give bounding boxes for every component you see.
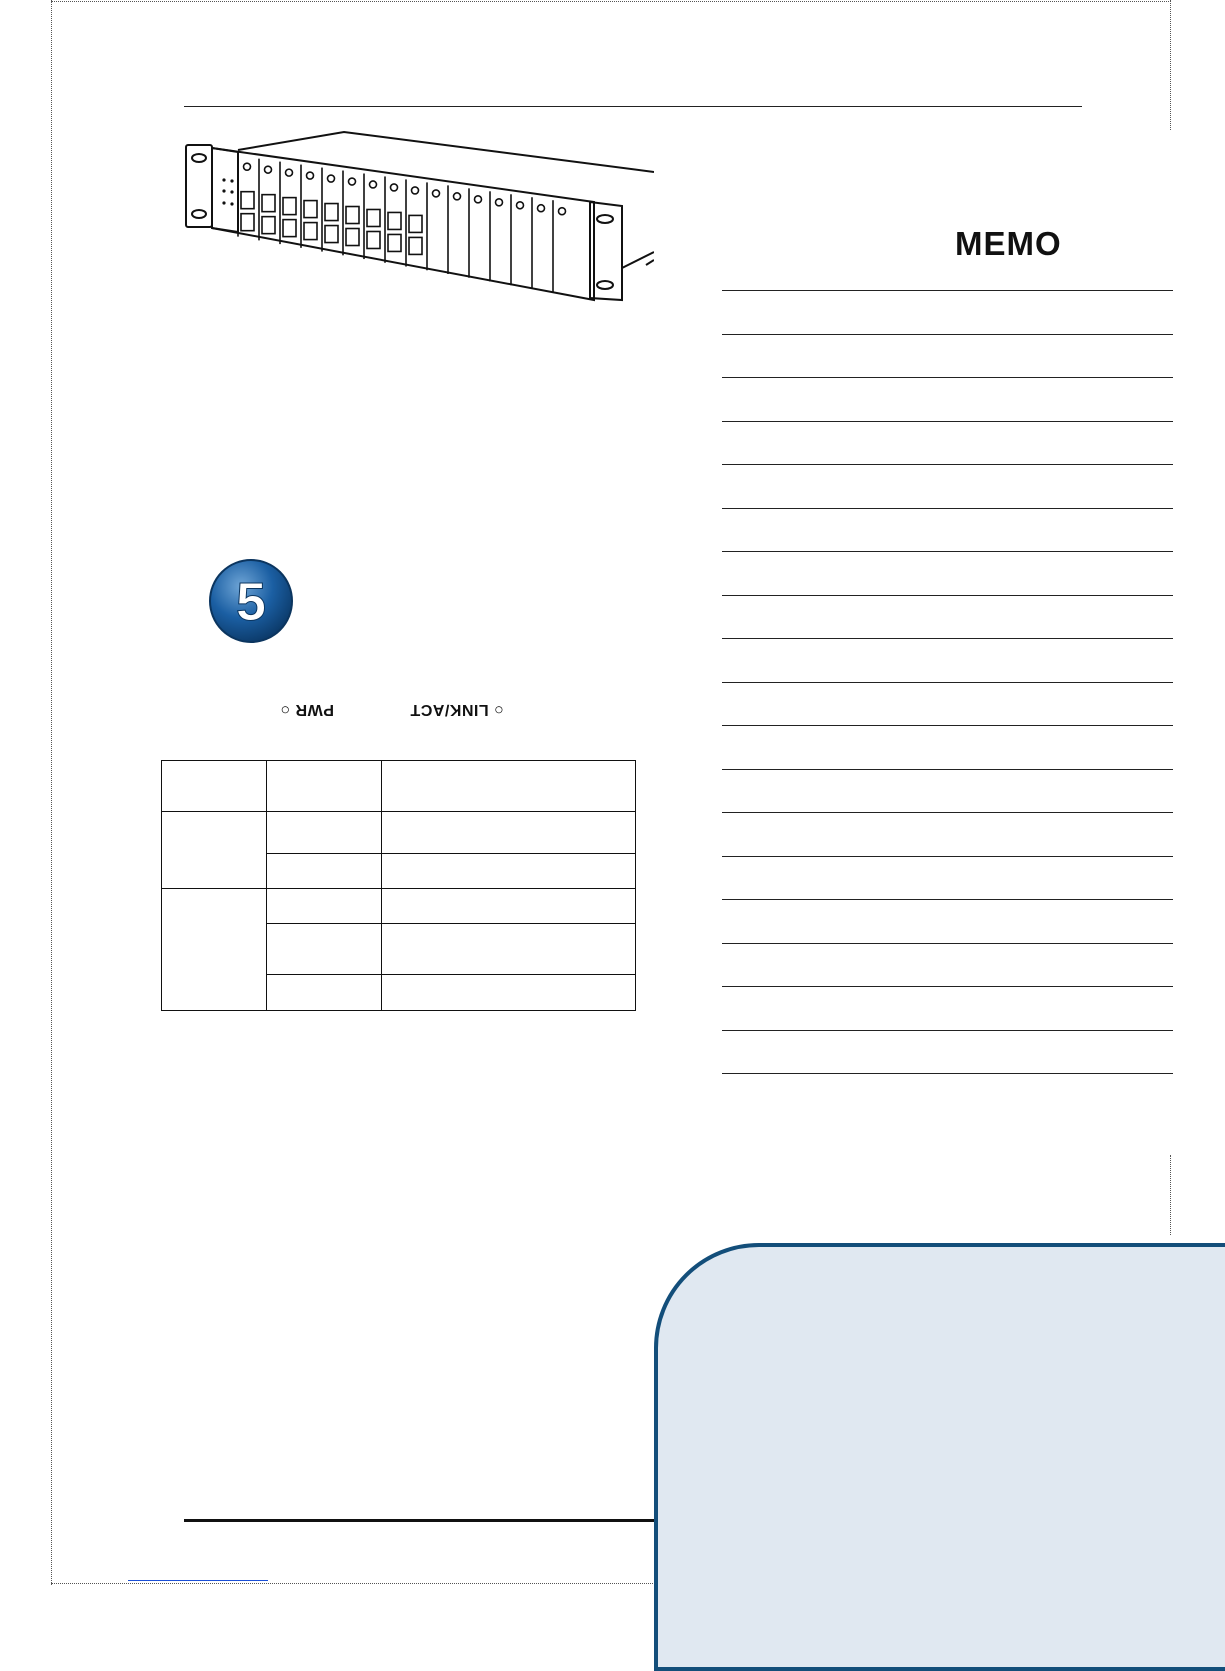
table-row xyxy=(162,812,636,854)
fiber-port-icon xyxy=(409,215,422,232)
table-cell xyxy=(267,889,382,924)
module-screw-icon xyxy=(244,163,251,170)
page-border-top xyxy=(51,1,1171,2)
memo-line xyxy=(722,1073,1173,1074)
memo-line xyxy=(722,769,1173,770)
led-indicator-icon: ○ xyxy=(488,701,504,718)
memo-line xyxy=(722,508,1173,509)
fiber-port-icon xyxy=(283,220,296,237)
fiber-port-icon xyxy=(262,195,275,212)
fiber-port-icon xyxy=(346,207,359,224)
table-cell xyxy=(382,812,636,854)
step-number: 5 xyxy=(235,572,267,632)
module-screw-icon xyxy=(412,187,419,194)
memo-line xyxy=(722,1030,1173,1031)
fiber-port-icon xyxy=(325,204,338,221)
memo-line xyxy=(722,334,1173,335)
module-screw-icon xyxy=(475,196,482,203)
footer-rule xyxy=(184,1519,664,1522)
memo-line xyxy=(722,986,1173,987)
table-cell xyxy=(267,812,382,854)
memo-line xyxy=(722,682,1173,683)
module-screw-icon xyxy=(454,193,461,200)
table-row xyxy=(162,761,636,812)
page-border-left xyxy=(51,0,52,1585)
memo-line xyxy=(722,943,1173,944)
table-cell xyxy=(162,889,267,1011)
table-cell xyxy=(382,975,636,1011)
link-act-led-label: ○ LINK/ACT xyxy=(410,701,504,718)
fiber-port-icon xyxy=(388,234,401,251)
fiber-port-icon xyxy=(283,198,296,215)
rack-chassis-illustration xyxy=(184,130,654,310)
fiber-port-icon xyxy=(325,226,338,243)
table-cell xyxy=(382,761,636,812)
table-row xyxy=(162,889,636,924)
memo-line xyxy=(722,551,1173,552)
module-screw-icon xyxy=(559,208,566,215)
module-screw-icon xyxy=(433,190,440,197)
table-cell xyxy=(382,854,636,889)
table-cell xyxy=(162,812,267,889)
module-screw-icon xyxy=(538,205,545,212)
memo-line xyxy=(722,638,1173,639)
bottom-link-underline xyxy=(128,1580,268,1581)
memo-line xyxy=(722,421,1173,422)
module-screw-icon xyxy=(370,181,377,188)
table-cell xyxy=(267,854,382,889)
memo-title: MEMO xyxy=(955,225,1062,262)
led-status-table xyxy=(161,760,636,1011)
fiber-port-icon xyxy=(304,201,317,218)
memo-line xyxy=(722,290,1173,291)
memo-line xyxy=(722,725,1173,726)
module-screw-icon xyxy=(349,178,356,185)
fiber-port-icon xyxy=(367,231,380,248)
memo-line xyxy=(722,856,1173,857)
fiber-port-icon xyxy=(346,229,359,246)
page-border-right-bottom xyxy=(1170,1155,1171,1235)
memo-line xyxy=(722,464,1173,465)
fiber-port-icon xyxy=(409,237,422,254)
module-screw-icon xyxy=(286,169,293,176)
table-cell xyxy=(267,975,382,1011)
table-cell xyxy=(267,924,382,975)
module-screw-icon xyxy=(265,166,272,173)
fiber-port-icon xyxy=(388,212,401,229)
memo-line xyxy=(722,899,1173,900)
pwr-led-label: PWR ○ xyxy=(280,701,334,718)
fiber-port-icon xyxy=(262,217,275,234)
memo-line xyxy=(722,812,1173,813)
fiber-port-icon xyxy=(241,192,254,209)
table-cell xyxy=(382,924,636,975)
header-rule xyxy=(184,106,1082,107)
module-screw-icon xyxy=(307,172,314,179)
table-cell xyxy=(267,761,382,812)
page-border-right-top xyxy=(1170,0,1171,130)
module-screw-icon xyxy=(328,175,335,182)
table-cell xyxy=(162,761,267,812)
memo-line xyxy=(722,595,1173,596)
led-indicator-icon: ○ xyxy=(280,701,296,718)
fiber-port-icon xyxy=(304,223,317,240)
fiber-port-icon xyxy=(241,214,254,231)
module-screw-icon xyxy=(517,202,524,209)
led-legend xyxy=(280,700,540,724)
blue-info-panel xyxy=(654,1243,1225,1671)
step-number-badge xyxy=(208,558,294,644)
fiber-port-icon xyxy=(367,209,380,226)
memo-line xyxy=(722,377,1173,378)
module-screw-icon xyxy=(496,199,503,206)
table-cell xyxy=(382,889,636,924)
module-screw-icon xyxy=(391,184,398,191)
